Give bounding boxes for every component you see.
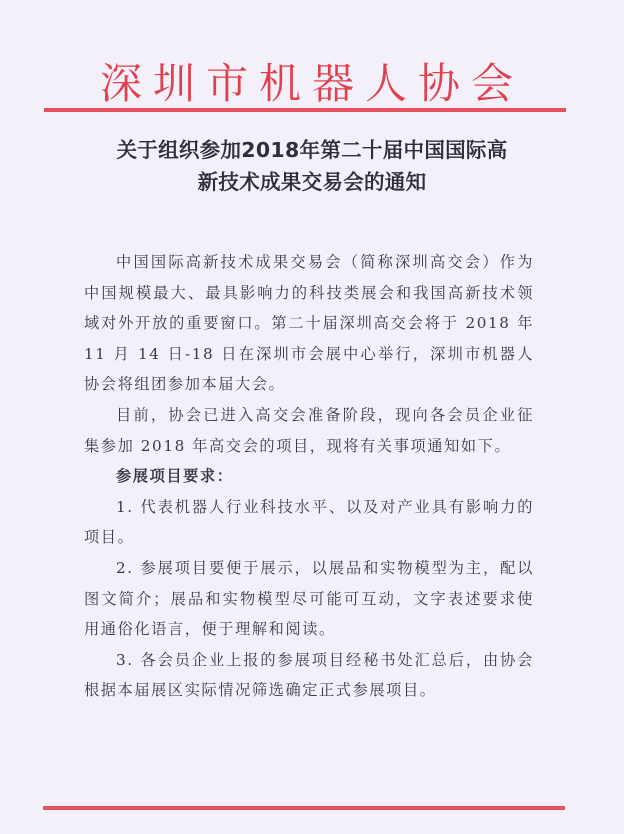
requirement-item-2: 2. 参展项目要便于展示，以展品和实物模型为主，配以图文简介；展品和实物模型尽可能可互动，文字表述要求使用通俗化语言，便于理解和阅读。 [84, 558, 534, 639]
paragraph-intro: 中国国际高新技术成果交易会（简称深圳高交会）作为中国规模最大、最具影响力的科技类展会和我国高新技术领域对外开放的重要窗口。第二十届深圳高交会将于 2018 年 11 月 14 日-18 日在深圳市会展中心举行，深圳市机器人协会将组团参加本届大会。 [84, 253, 534, 394]
footer-red-rule [43, 806, 565, 810]
notice-body [84, 247, 534, 706]
notice-title-line-2: 新技术成果交易会的通知 [197, 170, 427, 194]
requirements-heading: 参展项目要求： [116, 467, 234, 486]
notice-title [0, 134, 624, 198]
requirement-item-1: 1. 代表机器人行业科技水平、以及对产业具有影响力的项目。 [84, 497, 534, 547]
requirement-item-3: 3. 各会员企业上报的参展项目经秘书处汇总后，由协会根据本届展区实际情况筛选确定正式参展项目。 [84, 650, 534, 700]
paragraph-call: 目前，协会已进入高交会准备阶段，现向各会员企业征集参加 2018 年高交会的项目，现将有关事项通知如下。 [84, 405, 534, 455]
notice-title-line-1: 关于组织参加2018年第二十届中国国际高 [116, 138, 508, 162]
letterhead-org-name: 深圳市机器人协会 [99, 59, 524, 108]
letterhead-red-rule [44, 108, 566, 112]
